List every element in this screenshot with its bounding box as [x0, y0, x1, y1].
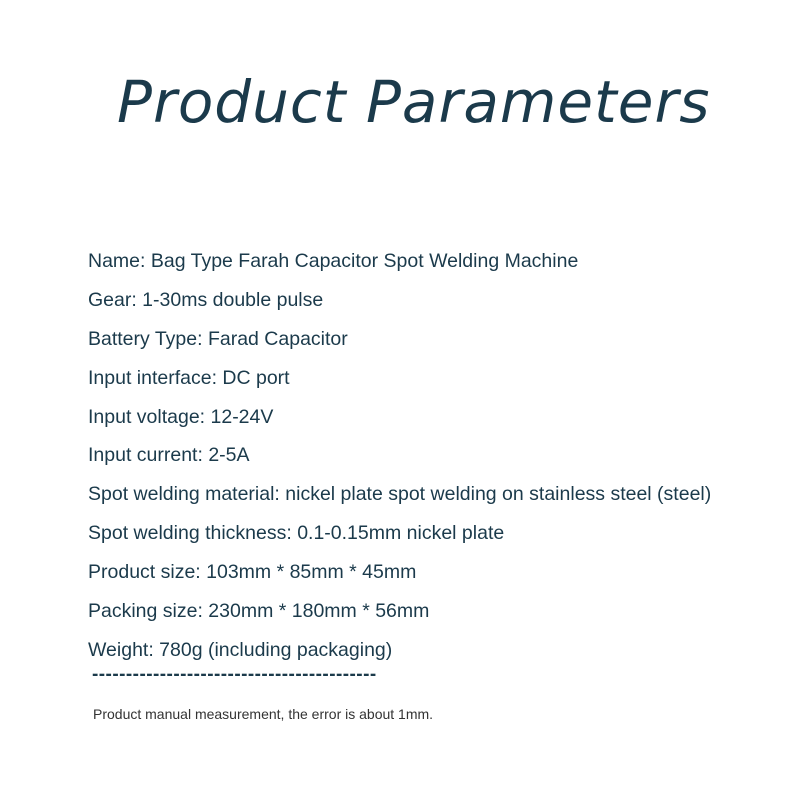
param-input-interface: Input interface: DC port	[88, 366, 290, 389]
measurement-note: Product manual measurement, the error is about 1mm.	[93, 706, 434, 722]
param-weight: Weight: 780g (including packaging)	[88, 638, 393, 661]
param-input-current: Input current: 2-5A	[88, 444, 250, 467]
dashed-divider: ------------------------------------------	[92, 664, 377, 685]
param-gear: Gear: 1-30ms double pulse	[88, 288, 324, 311]
param-packing-size: Packing size: 230mm * 180mm * 56mm	[88, 600, 430, 623]
param-welding-thickness: Spot welding thickness: 0.1-0.15mm nickel plate	[88, 522, 505, 545]
param-battery-type: Battery Type: Farad Capacitor	[88, 327, 348, 350]
page-title: Product Parameters	[117, 68, 711, 136]
parameter-list	[88, 242, 711, 670]
param-name: Name: Bag Type Farah Capacitor Spot Welding Machine	[88, 250, 579, 272]
param-welding-material: Spot welding material: nickel plate spot welding on stainless steel (steel)	[88, 483, 712, 506]
param-input-voltage: Input voltage: 12-24V	[88, 405, 274, 428]
param-product-size: Product size: 103mm * 85mm * 45mm	[88, 561, 417, 584]
